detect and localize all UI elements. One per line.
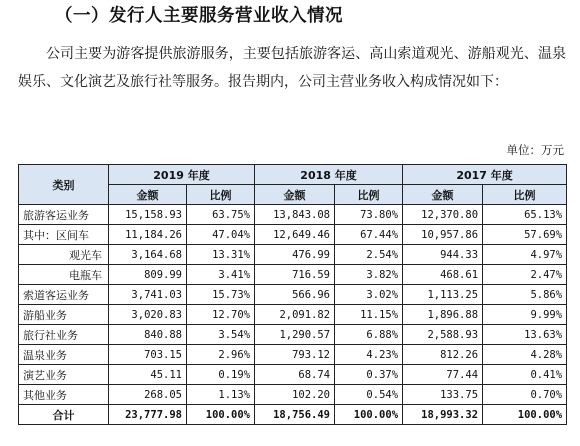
ratio-cell: 0.70% — [483, 385, 567, 405]
ratio-cell: 5.86% — [483, 285, 567, 305]
ratio-cell: 15.73% — [187, 285, 255, 305]
row-label: 其中：区间车 — [19, 225, 109, 245]
amount-cell: 102.20 — [255, 385, 335, 405]
amount-cell: 68.74 — [255, 365, 335, 385]
ratio-cell: 3.82% — [335, 265, 403, 285]
amount-cell: 1,113.25 — [403, 285, 483, 305]
amount-header: 金额 — [255, 185, 335, 205]
amount-cell: 3,164.68 — [109, 245, 187, 265]
amount-cell: 3,741.03 — [109, 285, 187, 305]
category-header: 类别 — [19, 165, 109, 205]
amount-cell: 12,649.46 — [255, 225, 335, 245]
ratio-cell: 13.63% — [483, 325, 567, 345]
amount-cell: 2,588.93 — [403, 325, 483, 345]
ratio-header: 比例 — [335, 185, 403, 205]
amount-cell: 703.15 — [109, 345, 187, 365]
amount-cell: 11,184.26 — [109, 225, 187, 245]
row-label: 电瓶车 — [19, 265, 109, 285]
amount-cell: 45.11 — [109, 365, 187, 385]
table-row — [19, 245, 567, 265]
ratio-cell: 1.13% — [187, 385, 255, 405]
table-row — [19, 305, 567, 325]
ratio-cell: 11.15% — [335, 305, 403, 325]
amount-cell: 23,777.98 — [109, 405, 187, 425]
ratio-header: 比例 — [483, 185, 567, 205]
ratio-cell: 0.54% — [335, 385, 403, 405]
row-label: 合计 — [19, 405, 109, 425]
amount-cell: 566.96 — [255, 285, 335, 305]
table-row — [19, 265, 567, 285]
amount-cell: 944.33 — [403, 245, 483, 265]
amount-cell: 809.99 — [109, 265, 187, 285]
ratio-cell: 57.69% — [483, 225, 567, 245]
amount-cell: 2,091.82 — [255, 305, 335, 325]
amount-header: 金额 — [109, 185, 187, 205]
ratio-cell: 0.37% — [335, 365, 403, 385]
amount-cell: 840.88 — [109, 325, 187, 345]
table-body — [19, 205, 567, 425]
intro-paragraph: 公司主要为游客提供旅游服务，主要包括旅游客运、高山索道观光、游船观光、温泉娱乐、文化演艺及旅行社等服务。报告期内，公司主营业务收入构成情况如下： — [18, 46, 566, 90]
row-label: 旅游客运业务 — [19, 205, 109, 225]
unit-label: 单位：万元 — [506, 143, 564, 157]
amount-cell: 812.26 — [403, 345, 483, 365]
ratio-cell: 67.44% — [335, 225, 403, 245]
ratio-cell: 2.96% — [187, 345, 255, 365]
amount-cell: 18,756.49 — [255, 405, 335, 425]
amount-cell: 18,993.32 — [403, 405, 483, 425]
row-label: 演艺业务 — [19, 365, 109, 385]
ratio-cell: 2.54% — [335, 245, 403, 265]
table-row — [19, 285, 567, 305]
ratio-cell: 12.70% — [187, 305, 255, 325]
table-row — [19, 365, 567, 385]
amount-cell: 77.44 — [403, 365, 483, 385]
amount-cell: 12,370.80 — [403, 205, 483, 225]
amount-cell: 1,896.88 — [403, 305, 483, 325]
amount-header: 金额 — [403, 185, 483, 205]
table-row — [19, 205, 567, 225]
year-header-2017: 2017 年度 — [403, 165, 567, 185]
ratio-cell: 0.41% — [483, 365, 567, 385]
ratio-cell: 3.41% — [187, 265, 255, 285]
row-label: 温泉业务 — [19, 345, 109, 365]
year-header-2018: 2018 年度 — [255, 165, 403, 185]
ratio-cell: 4.23% — [335, 345, 403, 365]
row-label: 游船业务 — [19, 305, 109, 325]
ratio-cell: 63.75% — [187, 205, 255, 225]
table-row — [19, 325, 567, 345]
ratio-cell: 100.00% — [187, 405, 255, 425]
amount-cell: 468.61 — [403, 265, 483, 285]
ratio-cell: 9.99% — [483, 305, 567, 325]
amount-cell: 793.12 — [255, 345, 335, 365]
amount-cell: 268.05 — [109, 385, 187, 405]
amount-cell: 13,843.08 — [255, 205, 335, 225]
row-label: 其他业务 — [19, 385, 109, 405]
ratio-cell: 65.13% — [483, 205, 567, 225]
amount-cell: 716.59 — [255, 265, 335, 285]
ratio-cell: 47.04% — [187, 225, 255, 245]
amount-cell: 3,020.83 — [109, 305, 187, 325]
ratio-cell: 100.00% — [483, 405, 567, 425]
row-label: 观光车 — [19, 245, 109, 265]
ratio-cell: 13.31% — [187, 245, 255, 265]
table-row — [19, 345, 567, 365]
table-row — [19, 385, 567, 405]
ratio-header: 比例 — [187, 185, 255, 205]
ratio-cell: 4.97% — [483, 245, 567, 265]
ratio-cell: 73.80% — [335, 205, 403, 225]
amount-cell: 10,957.86 — [403, 225, 483, 245]
amount-cell: 1,290.57 — [255, 325, 335, 345]
amount-cell: 133.75 — [403, 385, 483, 405]
ratio-cell: 0.19% — [187, 365, 255, 385]
year-header-2019: 2019 年度 — [109, 165, 255, 185]
amount-cell: 15,158.93 — [109, 205, 187, 225]
total-row — [19, 405, 567, 425]
ratio-cell: 3.02% — [335, 285, 403, 305]
row-label: 旅行社业务 — [19, 325, 109, 345]
revenue-table — [18, 164, 567, 425]
table-row — [19, 225, 567, 245]
ratio-cell: 2.47% — [483, 265, 567, 285]
ratio-cell: 4.28% — [483, 345, 567, 365]
row-label: 索道客运业务 — [19, 285, 109, 305]
section-heading: （一）发行人主要服务营业收入情况 — [55, 6, 343, 26]
ratio-cell: 3.54% — [187, 325, 255, 345]
amount-cell: 476.99 — [255, 245, 335, 265]
ratio-cell: 100.00% — [335, 405, 403, 425]
ratio-cell: 6.88% — [335, 325, 403, 345]
